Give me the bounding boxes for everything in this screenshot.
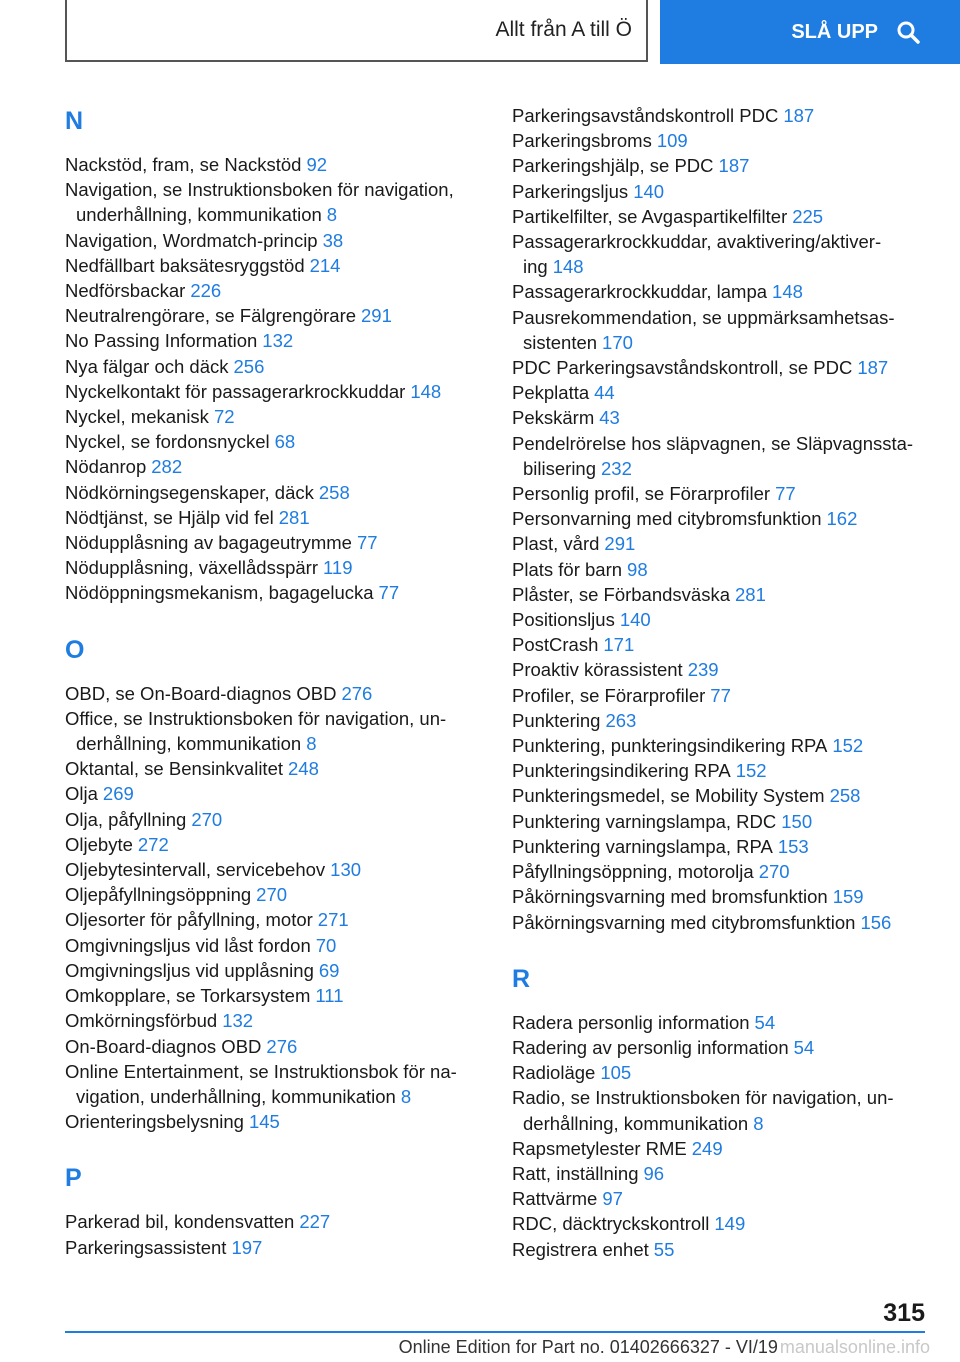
- page-link[interactable]: 96: [643, 1162, 665, 1184]
- section-letter: P: [65, 1164, 82, 1193]
- page-link[interactable]: 145: [248, 1111, 280, 1133]
- page-link[interactable]: 263: [605, 709, 637, 731]
- index-entry: [512, 431, 932, 481]
- index-entry-text: Passagerarkrockkuddar, avaktivering/aktiver‐: [512, 231, 882, 253]
- index-entry-text: Plast, vård: [512, 533, 600, 555]
- index-entry: [512, 783, 932, 808]
- index-entry-text: Neutralrengörare, se Fälgrengörare: [65, 305, 357, 327]
- index-entry: [512, 380, 932, 405]
- index-entry: [65, 1109, 485, 1134]
- page-link[interactable]: 8: [400, 1085, 412, 1107]
- page-link[interactable]: 282: [151, 456, 183, 478]
- footer: [0, 1332, 960, 1362]
- page-link[interactable]: 38: [322, 229, 344, 251]
- page-link[interactable]: 150: [781, 810, 813, 832]
- index-entry-text: Radio, se Instruktionsboken för navigation, un‐: [512, 1087, 894, 1109]
- index-entry-text: Nackstöd, fram, se Nackstöd: [65, 154, 302, 175]
- page-link[interactable]: 140: [619, 609, 651, 631]
- index-entry-text: Proaktiv körassistent: [512, 659, 683, 681]
- index-column-right: [512, 103, 932, 1262]
- index-entry: [65, 480, 485, 505]
- index-entry-text: Positionsljus: [512, 609, 615, 631]
- section-letter: N: [65, 107, 84, 135]
- index-entry: [512, 809, 932, 834]
- index-entry-text: Parkerad bil, kondensvatten: [65, 1211, 295, 1233]
- index-entry: [65, 354, 485, 379]
- index-entry-text: Passagerarkrockkuddar, lampa: [512, 281, 768, 303]
- footer-edition-text: Online Edition for Part no. 01402666327 - VI/19: [398, 1336, 778, 1357]
- index-entry: [512, 1085, 932, 1135]
- index-entry: [512, 229, 932, 279]
- index-entry: [512, 557, 932, 582]
- index-entry-text: Navigation, se Instruktionsboken för navigation,: [65, 179, 454, 201]
- index-entry: [65, 278, 485, 303]
- index-entry-text: Påkörningsvarning med citybromsfunktion: [512, 911, 856, 933]
- index-entry: [512, 279, 932, 304]
- page-number: 315: [883, 1299, 925, 1327]
- index-entry: [65, 228, 485, 253]
- index-entry-text: Parkeringsassistent: [65, 1236, 227, 1258]
- page-link[interactable]: 77: [356, 532, 378, 554]
- page-link[interactable]: 256: [233, 355, 265, 377]
- index-entry-text: derhållning, kommunikation: [76, 733, 302, 755]
- page-link[interactable]: 187: [783, 105, 815, 126]
- index-entry-text: OBD, se On-Board-diagnos OBD: [65, 682, 337, 704]
- index-tab[interactable]: [65, 0, 648, 62]
- index-entry: [65, 983, 485, 1008]
- index-entry-text: Nyckel, mekanisk: [65, 406, 209, 428]
- page-link[interactable]: 249: [691, 1137, 723, 1159]
- page-link[interactable]: 270: [758, 861, 790, 883]
- index-entry-text: Orienteringsbelysning: [65, 1111, 244, 1133]
- index-entry: [512, 204, 932, 229]
- index-entry: [512, 758, 932, 783]
- page-link[interactable]: 258: [829, 785, 861, 807]
- page-link[interactable]: 281: [735, 583, 766, 605]
- index-entry-text: ing: [523, 256, 548, 278]
- index-entry-text: Punktering varningslampa, RPA: [512, 835, 773, 857]
- index-entry-text: Parkeringshjälp, se PDC: [512, 155, 714, 177]
- page-link[interactable]: 225: [792, 205, 824, 227]
- page-link[interactable]: 227: [299, 1211, 331, 1233]
- index-entry-text: Punktering varningslampa, RDC: [512, 810, 777, 832]
- index-entry: [65, 857, 485, 882]
- index-entry: [65, 1059, 485, 1109]
- index-entry: [65, 1008, 485, 1033]
- index-entry-text: Personvarning med citybromsfunktion: [512, 508, 822, 530]
- index-entry: [512, 657, 932, 682]
- index-entry: [65, 429, 485, 454]
- page-link[interactable]: 291: [604, 533, 636, 555]
- search-button-label: SLÅ UPP: [791, 20, 878, 43]
- index-entry: [512, 632, 932, 657]
- index-entry-text: Partikelfilter, se Avgaspartikelfilter: [512, 205, 788, 227]
- index-entry-text: Punkteringsmedel, se Mobility System: [512, 785, 825, 807]
- index-entry-text: Nödöppningsmekanism, bagagelucka: [65, 582, 374, 604]
- index-entry-text: Oktantal, se Bensinkvalitet: [65, 758, 283, 780]
- index-entry: [512, 128, 932, 153]
- index-entry: [65, 681, 485, 706]
- index-entry: [65, 303, 485, 328]
- index-entry-text: Nya fälgar och däck: [65, 355, 229, 377]
- page-link[interactable]: 171: [603, 634, 635, 656]
- index-entry-text: Pendelrörelse hos släpvagnen, se Släpvagnssta‐: [512, 432, 914, 454]
- index-entry-text: Pekplatta: [512, 382, 590, 404]
- index-entry: [65, 933, 485, 958]
- search-icon: [896, 20, 920, 44]
- index-entry: [65, 505, 485, 530]
- index-entry-text: derhållning, kommunikation: [523, 1112, 749, 1134]
- index-entry: [65, 580, 485, 605]
- index-entry: [512, 1161, 932, 1186]
- index-entry-text: sistenten: [523, 331, 598, 353]
- index-entry-text: Punktering: [512, 709, 601, 731]
- index-entry-text: Ratt, inställning: [512, 1162, 639, 1184]
- index-entry: [512, 834, 932, 859]
- index-entry: [65, 781, 485, 806]
- index-entry-text: Plats för barn: [512, 558, 623, 580]
- page-link[interactable]: 153: [777, 835, 809, 857]
- index-entry: [512, 582, 932, 607]
- page-link[interactable]: 105: [600, 1062, 632, 1084]
- index-entry-text: RDC, däcktryckskontroll: [512, 1213, 710, 1235]
- index-entry: [65, 807, 485, 832]
- index-entry: [65, 1209, 485, 1234]
- index-entry-text: Oljesorter för påfyllning, motor: [65, 909, 313, 931]
- index-entry: [512, 481, 932, 506]
- page-link[interactable]: 156: [860, 911, 892, 933]
- index-entry-text: Nödupplåsning, växellådsspärr: [65, 557, 318, 579]
- index-entry-text: PostCrash: [512, 634, 599, 656]
- page-link[interactable]: 170: [602, 331, 633, 353]
- index-entry-text: Punkteringsindikering RPA: [512, 760, 731, 782]
- page-link[interactable]: 248: [288, 758, 319, 780]
- index-entry: [512, 607, 932, 632]
- index-entry: [512, 1136, 932, 1161]
- section-letter: O: [65, 635, 85, 664]
- index-entry: [65, 379, 485, 404]
- index-entry: [512, 733, 932, 758]
- section-letter: R: [512, 964, 531, 993]
- index-entry-text: Påfyllningsöppning, motorolja: [512, 861, 754, 883]
- index-entry: [512, 531, 932, 556]
- index-entry: [512, 1035, 932, 1060]
- page-link[interactable]: 119: [322, 557, 353, 579]
- page-link[interactable]: 97: [602, 1188, 623, 1210]
- page-link[interactable]: 43: [599, 407, 620, 429]
- page-link[interactable]: 291: [361, 305, 392, 327]
- index-entry-text: Parkeringsbroms: [512, 130, 652, 152]
- page-link[interactable]: 8: [753, 1112, 764, 1134]
- index-entry: [65, 1235, 485, 1260]
- page-link[interactable]: 109: [656, 130, 688, 152]
- index-tab-label: Allt från A till Ö: [495, 18, 632, 41]
- index-entry: [65, 177, 485, 227]
- index-entry-text: Pausrekommendation, se uppmärksamhetsas‐: [512, 306, 895, 328]
- index-entry: [512, 1186, 932, 1211]
- page-link[interactable]: 8: [326, 204, 338, 226]
- page-link[interactable]: 276: [341, 682, 373, 704]
- index-entry: [65, 907, 485, 932]
- index-entry: [65, 958, 485, 983]
- index-entry-text: PDC Parkeringsavståndskontroll, se PDC: [512, 357, 853, 379]
- index-entry-text: vigation, underhållning, kommunikation: [76, 1085, 396, 1107]
- index-entry: [65, 882, 485, 907]
- index-entry: [65, 152, 485, 177]
- index-entry-text: Navigation, Wordmatch-princip: [65, 229, 318, 251]
- page-link[interactable]: 276: [266, 1035, 298, 1057]
- index-entry-text: Parkeringsavståndskontroll PDC: [512, 105, 779, 126]
- index-entry: [65, 530, 485, 555]
- index-entry: [65, 1034, 485, 1059]
- page-link[interactable]: 148: [410, 380, 442, 402]
- index-entry: [65, 756, 485, 781]
- page-link[interactable]: 162: [826, 508, 858, 530]
- index-entry: [512, 884, 932, 909]
- index-entry: [65, 555, 485, 580]
- index-entry-text: Nyckel, se fordonsnyckel: [65, 431, 270, 453]
- index-entry-text: Plåster, se Förbandsväska: [512, 583, 730, 605]
- index-entry: [65, 454, 485, 479]
- index-entry-text: Oljepåfyllningsöppning: [65, 884, 252, 906]
- index-entry: [512, 1211, 932, 1236]
- index-entry-text: Online Entertainment, se Instruktionsbok för na‐: [65, 1060, 457, 1082]
- index-entry: [512, 910, 932, 935]
- page-link[interactable]: 270: [256, 884, 288, 906]
- index-entry-text: Pekskärm: [512, 407, 595, 429]
- page-link[interactable]: 187: [718, 155, 750, 177]
- index-entry-text: bilisering: [523, 457, 597, 479]
- page-link[interactable]: 269: [102, 783, 134, 805]
- page-link[interactable]: 148: [772, 281, 803, 303]
- index-entry: [512, 708, 932, 733]
- page-link[interactable]: 149: [714, 1213, 746, 1235]
- index-entry-text: Nödupplåsning av bagageutrymme: [65, 532, 352, 554]
- index-entry-text: Olja, påfyllning: [65, 808, 187, 830]
- index-entry: [512, 1237, 932, 1262]
- index-entry-text: Rattvärme: [512, 1188, 598, 1210]
- index-entry-text: Nödkörningsegenskaper, däck: [65, 481, 314, 503]
- index-entry: [512, 405, 932, 430]
- index-entry-text: Profiler, se Förarprofiler: [512, 684, 706, 706]
- index-entry: [512, 355, 932, 380]
- page-link[interactable]: 258: [318, 481, 350, 503]
- index-entry: [65, 253, 485, 278]
- footer-watermark: manualsonline.info: [779, 1336, 930, 1357]
- index-entry-text: Nödanrop: [65, 456, 147, 478]
- index-entry-text: Personlig profil, se Förarprofiler: [512, 483, 771, 505]
- page-link[interactable]: 271: [317, 909, 349, 931]
- index-entry-text: Parkeringsljus: [512, 180, 629, 202]
- index-entry: [65, 328, 485, 353]
- page-link[interactable]: 148: [552, 256, 584, 278]
- page-link[interactable]: 111: [315, 985, 344, 1007]
- index-entry-text: Radioläge: [512, 1062, 596, 1084]
- page-link[interactable]: 44: [594, 382, 615, 404]
- index-entry-text: Nödtjänst, se Hjälp vid fel: [65, 506, 274, 528]
- page-link[interactable]: 77: [378, 582, 400, 604]
- index-entry-text: Registrera enhet: [512, 1238, 649, 1260]
- page-link[interactable]: 55: [653, 1238, 675, 1260]
- page-link[interactable]: 270: [191, 808, 223, 830]
- page-link[interactable]: 54: [793, 1036, 815, 1058]
- index-entry-text: Rapsmetylester RME: [512, 1137, 687, 1159]
- page-link[interactable]: 214: [309, 254, 341, 276]
- page-link[interactable]: 130: [330, 859, 362, 881]
- page-link[interactable]: 239: [687, 659, 719, 681]
- page-link[interactable]: 152: [735, 760, 767, 782]
- index-entry-text: Radering av personlig information: [512, 1036, 789, 1058]
- page-link[interactable]: 281: [278, 506, 310, 528]
- index-entry: [65, 404, 485, 429]
- index-entry-text: Punktering, punkteringsindikering RPA: [512, 735, 828, 757]
- index-entry: [512, 1010, 932, 1035]
- page-link[interactable]: 132: [262, 330, 294, 352]
- page-link[interactable]: 92: [306, 154, 328, 175]
- page-link[interactable]: 72: [213, 406, 235, 428]
- index-entry-text: Omgivningsljus vid låst fordon: [65, 934, 311, 956]
- index-entry-text: Nyckelkontakt för passagerarkrockkuddar: [65, 380, 406, 402]
- page-link[interactable]: 187: [857, 357, 889, 379]
- page-link[interactable]: 140: [633, 180, 665, 202]
- index-entry: [65, 832, 485, 857]
- top-bar: [0, 0, 960, 66]
- page-link[interactable]: 69: [318, 959, 340, 981]
- index-entry-text: Nedförsbackar: [65, 280, 186, 302]
- page-link[interactable]: 197: [231, 1236, 263, 1258]
- index-entry-text: Oljebyte: [65, 833, 133, 855]
- index-entry-text: On-Board-diagnos OBD: [65, 1035, 262, 1057]
- index-entry: [512, 1060, 932, 1085]
- page-link[interactable]: 152: [832, 735, 864, 757]
- index-entry: [512, 683, 932, 708]
- page-link[interactable]: 98: [627, 558, 648, 580]
- search-button[interactable]: [660, 0, 960, 64]
- page-link[interactable]: 77: [775, 483, 796, 505]
- index-entry-text: Radera personlig information: [512, 1011, 750, 1033]
- page-link[interactable]: 272: [137, 833, 169, 855]
- index-entry-text: Omgivningsljus vid upplåsning: [65, 959, 314, 981]
- index-entry: [65, 706, 485, 756]
- index-entry-text: Oljebytesintervall, servicebehov: [65, 859, 326, 881]
- page-link[interactable]: 77: [710, 684, 731, 706]
- page-link[interactable]: 232: [601, 457, 632, 479]
- page-link[interactable]: 159: [832, 886, 864, 908]
- page-link[interactable]: 8: [306, 733, 317, 755]
- index-entry: [512, 103, 932, 128]
- page-link[interactable]: 132: [222, 1010, 254, 1032]
- page-link[interactable]: 68: [274, 431, 296, 453]
- index-entry-text: Påkörningsvarning med bromsfunktion: [512, 886, 828, 908]
- index-entry: [512, 305, 932, 355]
- index-entry-text: underhållning, kommunikation: [76, 204, 322, 226]
- index-entry: [512, 153, 932, 178]
- page-link[interactable]: 226: [190, 280, 222, 302]
- page-link[interactable]: 54: [754, 1011, 776, 1033]
- index-entry-text: Olja: [65, 783, 98, 805]
- index-entry-text: Omkörningsförbud: [65, 1010, 218, 1032]
- index-entry-text: Office, se Instruktionsboken för navigation, un‐: [65, 707, 447, 729]
- index-column-left: [65, 96, 485, 1260]
- page-link[interactable]: 70: [315, 934, 337, 956]
- index-entry-text: Nedfällbart baksätesryggstöd: [65, 254, 305, 276]
- index-entry-text: Omkopplare, se Torkarsystem: [65, 985, 311, 1007]
- index-entry: [512, 506, 932, 531]
- index-entry: [512, 179, 932, 204]
- index-entry: [512, 859, 932, 884]
- index-entry-text: No Passing Information: [65, 330, 258, 352]
